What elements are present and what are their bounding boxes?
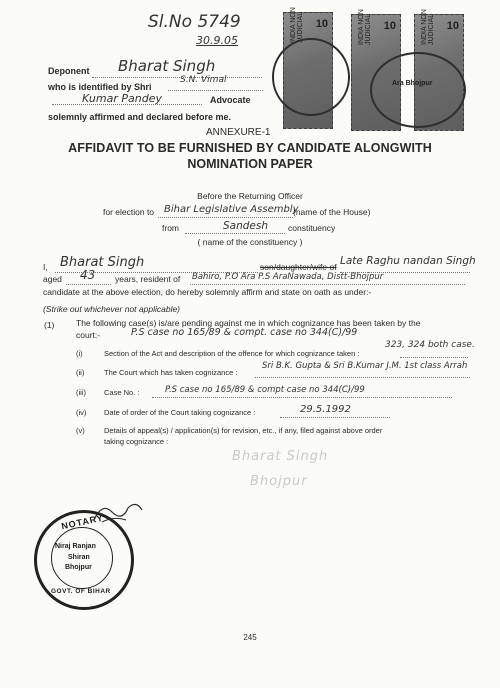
sub-item-number: (iii): [76, 388, 86, 397]
title-line-2: NOMINATION PAPER: [187, 157, 313, 171]
notary-top-text: NOTARY: [60, 512, 105, 532]
years-label: years, resident of: [115, 274, 181, 284]
age-value: 43: [80, 268, 96, 282]
notary-name: Niraj Ranjan: [55, 543, 96, 550]
election-suffix: (name of the House): [293, 207, 371, 217]
from-label: from: [162, 223, 179, 233]
serial-date: 30.9.05: [196, 34, 238, 47]
sub-item-number: (ii): [76, 368, 85, 377]
item-1-text: The following case(s) is/are pending against me in which cognizance has been taken by the: [76, 318, 421, 328]
sub-item-label: The Court which has taken cognizance :: [104, 368, 238, 377]
identified-by-name: S.N. Vimal: [180, 75, 227, 85]
stamp-value: 10: [446, 20, 459, 32]
aged-label: aged: [43, 274, 62, 284]
faded-signature: Bharat Singh: [232, 449, 329, 464]
election-prefix: for election to: [103, 207, 155, 217]
stamp-label: INDIA NON JUDICIAL: [421, 9, 435, 45]
i-label: I,: [43, 262, 48, 272]
page-number: 245: [243, 633, 257, 642]
court-seal: [370, 52, 466, 128]
stamp-label: INDIA NON JUDICIAL: [290, 7, 304, 43]
sub-item-value: P.S case no 165/89 & compt case no 344(C)/99: [165, 385, 365, 395]
candidate-name: Bharat Singh: [60, 255, 145, 270]
sub-item-label-cont: taking cognizance :: [104, 437, 169, 446]
court-seal: [272, 38, 350, 116]
constituency-name: Sandesh: [223, 220, 269, 232]
serial-number: Sl.No 5749: [148, 12, 241, 32]
notary-district: Bhojpur: [65, 564, 92, 571]
stamp-value: 10: [383, 20, 396, 32]
constituency-note: ( name of the constituency ): [197, 237, 303, 247]
sub-item-label: Case No. :: [104, 388, 140, 397]
advocate-label: Advocate: [210, 95, 251, 105]
constituency-suffix: constituency: [288, 223, 336, 233]
sub-item-value: Sri B.K. Gupta & Sri B.Kumar J.M. 1st class Arrah: [262, 361, 468, 371]
sub-item-label: Date of order of the Court taking cognizance :: [104, 408, 256, 417]
deponent-name: Bharat Singh: [118, 57, 216, 75]
title-line-1: AFFIDAVIT TO BE FURNISHED BY CANDIDATE ALONGWITH: [68, 141, 432, 155]
candidate-text: candidate at the above election, do hereby solemnly affirm and state on oath as under:-: [43, 287, 372, 297]
strike-note: (Strike out whichever not applicable): [43, 304, 181, 314]
seal-text: Ara Bhojpur: [392, 80, 433, 87]
advocate-name: Kumar Pandey: [82, 92, 162, 105]
stamp-label: INDIA NON JUDICIAL: [358, 9, 372, 45]
sub-item-number: (v): [76, 426, 85, 435]
stamp-value: 10: [315, 18, 328, 30]
sub-item-value: 29.5.1992: [300, 404, 351, 415]
item-1-court-label: court:-: [76, 330, 101, 340]
notary-signature: [92, 498, 152, 526]
item-1-court-case: P.S case no 165/89 & compt. case no 344(C)/99: [131, 327, 358, 338]
residence-value: Bahiro, P.O Ara P.S AraNawada, Distt-Bhojpur: [192, 272, 384, 282]
annexure-label: ANNEXURE-1: [206, 127, 271, 138]
identified-by-text: who is identified by Shri: [48, 82, 152, 92]
sub-item-value: 323, 324 both case.: [385, 340, 475, 350]
sub-item-number: (iv): [76, 408, 87, 417]
item-1-number: (1): [44, 320, 55, 330]
sub-item-label: Details of appeal(s) / application(s) for revision, etc., if any, filed against above order: [104, 426, 383, 435]
deponent-label: Deponent: [48, 66, 90, 76]
notary-place: Shiran: [68, 554, 90, 561]
affirmed-text: solemnly affirmed and declared before me.: [48, 112, 232, 122]
notary-bottom-text: GOVT. OF BIHAR: [51, 588, 111, 595]
relation-label: son/daughter/wife of: [260, 262, 337, 272]
before-officer: Before the Returning Officer: [197, 191, 303, 201]
sub-item-label: Section of the Act and description of the offence for which cognizance taken :: [104, 349, 360, 358]
father-name: Late Raghu nandan Singh: [340, 255, 476, 267]
house-name: Bihar Legislative Assembly: [164, 204, 299, 215]
sub-item-number: (i): [76, 349, 83, 358]
faded-signature: Bhojpur: [250, 474, 308, 489]
